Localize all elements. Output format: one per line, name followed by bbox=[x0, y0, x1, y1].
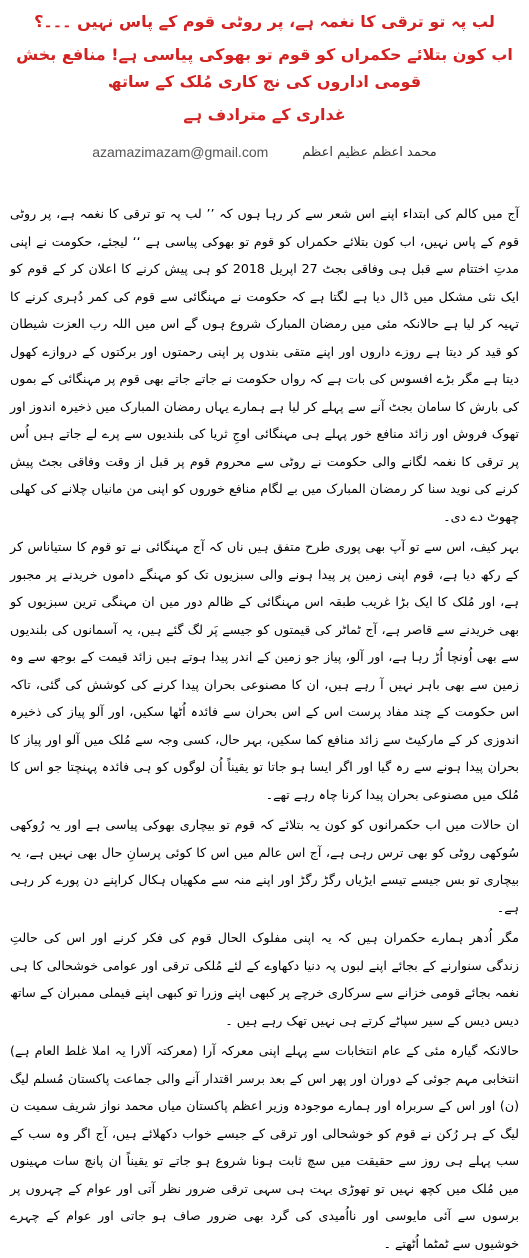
headline-line-2: اب کون بتلائے حکمراں کو قوم تو بھوکی پیاسی ہے! منافع بخش قومی اداروں کی نج کاری مُلک کے ساتھ bbox=[16, 45, 513, 91]
paragraph-1: آج میں کالم کی ابتداء اپنے اس شعر سے کر رہا ہوں کہ ’’ لب پہ تو ترقی کا نغمہ ہے، پر روٹی قوم کے پاس نہیں، اب کون بتلائے حکمراں کو قوم تو بھوکی پیاسی ہے ‘‘ لیجئے، حکومت نے اپنی مدتِ اختتام سے قبل ہی وفاقی بجٹ 27 اپریل 2018 کو ہی پیش کرنے کا اعلان کر کے قوم کو ایک نئی مشکل میں ڈال دیا ہے لگتا ہے کہ حکومت نے مہنگائی سے قوم کی کمر دُہری کرنے کا تہیہ کر لیا ہے حالانکہ مئی میں رمضان المبارک شروع ہوں گے اس میں اللہ رب العزت شیطان کو قید کر دیتا ہے روزے داروں اور اپنے متقی بندوں پر اپنی رحمتوں اور برکتوں کے دروازے کھول دیتا ہے مگر بڑے افسوس کی بات ہے کہ رواں حکومت نے جاتے جاتے بھی قوم پر مہنگائی کے بموں کی بارش کا سامان بجٹ آنے سے پہلے کر لیا ہے ہمارے یہاں رمضان المبارک میں ذخیرہ اندوز اور تھوک فروش اور زائد منافع خور پہلے ہی مہنگائی اوجِ ثریا کی بلندیوں سے پرے لے جاتے ہیں اُس پر ترقی کا نغمہ لگانے والی حکومت نے روٹی سے محروم قوم پر قبل از وقت وفاقی بجٹ پیش کرنے کی نوید سنا کر رمضان المبارک میں بے لگام منافع خوروں کو اپنی من مانیاں چلانے کی کھلی چھوٹ دے دی۔ bbox=[10, 206, 519, 524]
headline-line-3: غداری کے مترادف ہے bbox=[183, 105, 346, 124]
paragraph-4: مگر اُدھر ہمارے حکمران ہیں کہ یہ اپنی مفلوک الحال قوم کی فکر کرنے اور اس کی حالتِ زندگی سنوارنے کے بجائے اپنے لبوں پہ دنیا دکھاوے کے لئے مُلکی ترقی اور عوامی خوشحالی کا ہی نغمہ بجائے قومی خزانے سے سرکاری خرچے پر کبھی اپنے وزرا تو کبھی اپنے فیملی ممبران کے ساتھ دیس دیس کے سیر سپاٹے کرتے ہی نہیں تھک رہے ہیں ۔ bbox=[10, 930, 519, 1028]
paragraph-2: بہر کیف، اس سے تو آپ بھی پوری طرح متفق ہیں ناں کہ آج مہنگائی نے تو قوم کا ستیاناس کر کے رکھ دیا ہے، قوم اپنی زمین پر پیدا ہونے والی سبزیوں تک کو مہنگے داموں خریدنے پر مجبور ہے، اور مُلک کا ایک بڑا غریب طبقہ اس مہنگائی کے ظالم دور میں ان مہنگی ترین سبزیوں کو بھی خریدنے سے قاصر ہے، آج ٹماٹر کی قیمتوں کو جیسے پَر لگ گئے ہیں، یہ آسمانوں کی بلندیوں سے بھی اُونچا اُڑ رہا ہے، اور آلو، پیاز جو زمین کے اندر پیدا ہوتے ہیں زائد قیمت کے بوجھ سے وہ زمین سے بھی باہر نہیں آ رہے ہیں، ان کا مصنوعی بحران پیدا کرنے کی کوشش کی گئی، تاکہ اس حکومت کے چند مفاد پرست اس کے اس بحران سے فائدہ اُٹھا سکیں، اور آلو پیاز کی ذخیرہ اندوزی کر کے مارکیٹ سے زائد منافع کما سکیں، بہر حال، کسی وجہ سے مُلک میں آلو اور پیاز کا بحران پیدا ہونے سے رہ گیا اور اگر ایسا ہو جاتا تو یقیناً اُن لوگوں کو ہی فائدہ پہنچتا جو اس کا مُلک میں مصنوعی بحران پیدا کرنا چاہ رہے تھے۔ bbox=[10, 539, 519, 802]
headline bbox=[10, 8, 519, 128]
article-body bbox=[10, 200, 519, 1257]
headline-line-1: لب پہ تو ترقی کا نغمہ ہے، پر روٹی قوم کے پاس نہیں ۔۔۔؟ bbox=[34, 12, 495, 31]
paragraph-3: ان حالات میں اب حکمرانوں کو کون یہ بتلائے کہ قوم تو بیچاری بھوکی پیاسی ہے اور یہ رُوکھی سُوکھی روٹی کو بھی ترس رہی ہے، آج اس عالم میں اس کا کوئی پرسانِ حال بھی نہیں ہے، یہ بیچاری تو بس جیسے تیسے ایڑیاں رگڑ رگڑ اور اپنے منہ سے مکھیاں ہکال کراپنے دن پورے کر رہی ہے۔ bbox=[10, 817, 519, 915]
paragraph-5: حالانکہ گیارہ مئی کے عام انتخابات سے پہلے اپنی معرکہ آرا (معرکتہ آلارا یہ املا غلط العام ہے) انتخابی مہم جوئی کے دوران اور پھر اس کے بعد برسر اقتدار آنے والی جماعت پاکستان مُسلم لیگ (ن) اور اس کے سربراہ اور ہمارے موجودہ وزیر اعظم پاکستان میاں محمد نواز شریف سمیت ن لیگ کے ہر رُکن نے قوم کو خوشحالی اور ترقی کے جیسے خواب دکھلائے ہیں، آج اگر وہ سب کے سب پہلے ہی روز سے حقیقت میں سچ ثابت ہونا شروع ہو جاتے تو یقیناً ان پانچ سات مہینوں میں مُلک میں کچھ نہیں تو تھوڑی بہت ہی سہی ترقی ضرور نظر آتی اور عوام کے چہروں پر برسوں سے آئی مایوسی اور نااُمیدی کی گرد بھی ضرور صاف ہو جاتی اور عوام کے چہرے خوشیوں سے ٹمٹما اُٹھتے ۔ bbox=[10, 1043, 519, 1251]
author-name: محمد اعظم عظیم اعظم bbox=[302, 144, 437, 160]
author-email: azamazimazam@gmail.com bbox=[92, 144, 269, 160]
byline bbox=[10, 144, 519, 160]
